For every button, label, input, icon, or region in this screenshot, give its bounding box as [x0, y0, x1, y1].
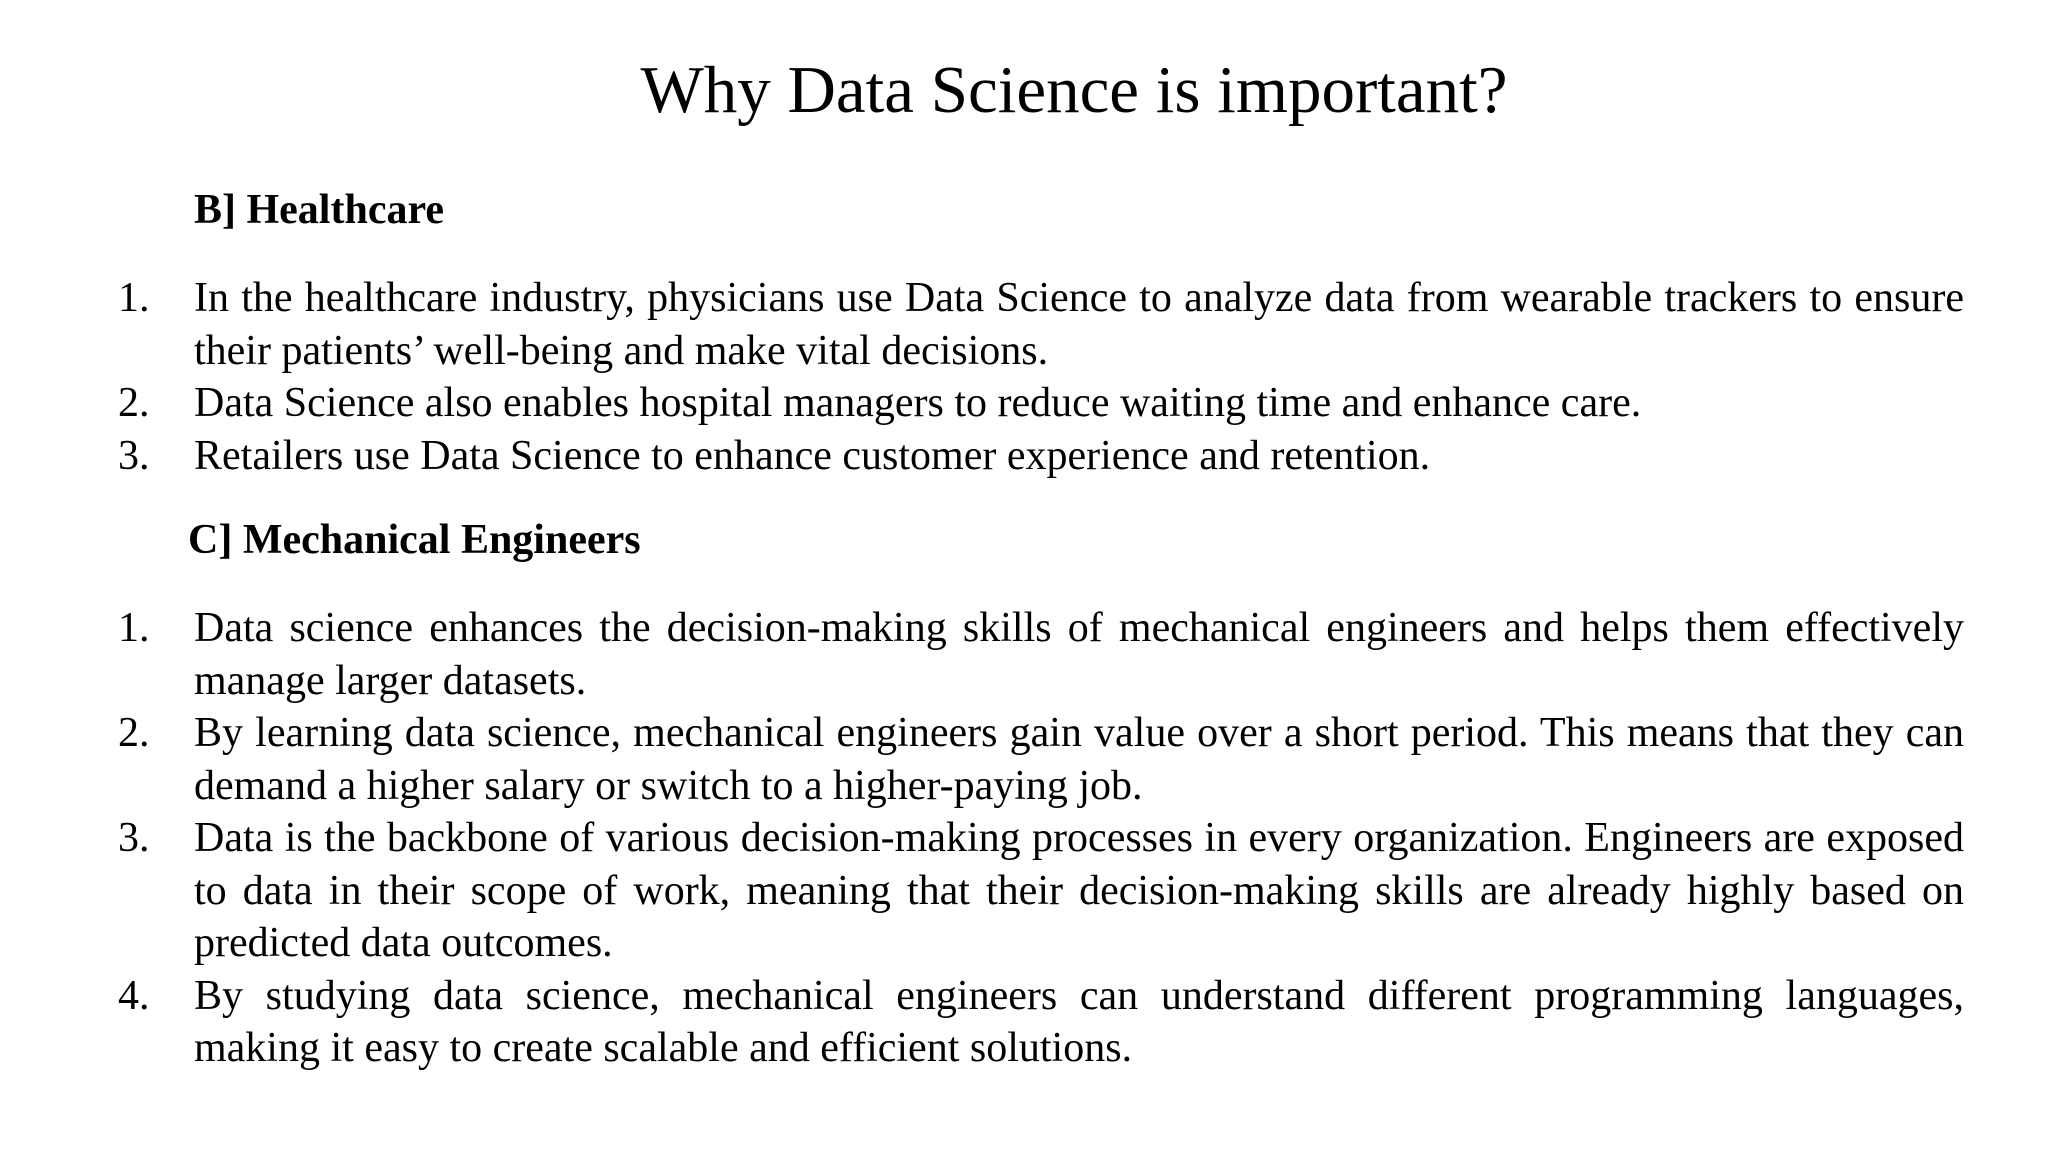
list-item-number: 3.: [118, 815, 150, 861]
list-item-number: 2.: [118, 710, 150, 756]
list-item-number: 4.: [118, 972, 150, 1019]
list-item: [0, 812, 2048, 970]
mechanical-engineers-list: [0, 602, 2048, 1075]
list-item-number: 3.: [118, 432, 150, 479]
section-heading-healthcare: B] Healthcare: [194, 187, 444, 233]
list-item-text: Data science enhances the decision-making skills of mechanical engineers and helps them effectively manage larger datasets.: [194, 605, 1964, 704]
list-item-text: Data Science also enables hospital managers to reduce waiting time and enhance care.: [194, 380, 1642, 426]
list-item: [0, 707, 2048, 812]
list-item: [0, 970, 2048, 1075]
list-item: [0, 430, 2048, 483]
list-item-text: By learning data science, mechanical engineers gain value over a short period. This means that they can demand a higher salary or switch to a higher-paying job.: [194, 710, 1964, 809]
list-item: [0, 377, 2048, 430]
list-item-text: Retailers use Data Science to enhance customer experience and retention.: [194, 432, 1431, 479]
list-item-number: 1.: [118, 275, 150, 321]
list-item: [0, 272, 2048, 377]
section-heading-mechanical-engineers: C] Mechanical Engineers: [188, 517, 641, 563]
list-item-text: By studying data science, mechanical engineers can understand different programming languages, making it easy to create scalable and efficient solutions.: [194, 972, 1964, 1071]
list-item-number: 2.: [118, 380, 150, 426]
list-item-number: 1.: [118, 605, 150, 651]
page-title: Why Data Science is important?: [640, 53, 1508, 127]
list-item-text: Data is the backbone of various decision-making processes in every organization. Engineers are exposed to data in their scope of work, meaning that their decision-making skills are already highly based on predicted data outcomes.: [194, 815, 1964, 966]
healthcare-list: [0, 272, 2048, 482]
list-item-text: In the healthcare industry, physicians use Data Science to analyze data from wearable trackers to ensure their patients’ well-being and make vital decisions.: [194, 275, 1964, 374]
list-item: [0, 602, 2048, 707]
